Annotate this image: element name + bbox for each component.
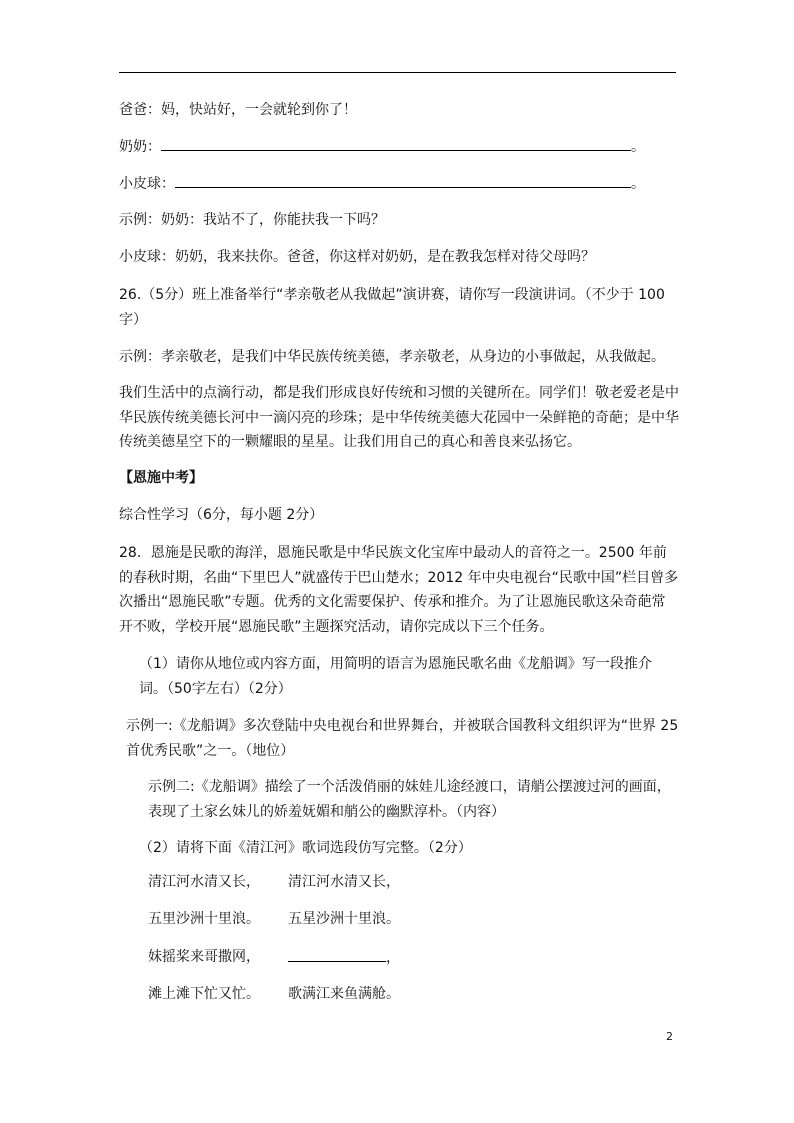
nainai-end: 。 — [631, 139, 645, 155]
song-left: 妹摇桨来哥撒网， — [148, 949, 260, 965]
xiaopiqiu-answer-blank[interactable] — [175, 171, 631, 188]
song-blank-line — [288, 947, 400, 968]
song-left: 滩上滩下忙又忙。 — [148, 986, 260, 1002]
q26-example: 示例：孝亲敬老，是我们中华民族传统美德，孝亲敬老，从身边的小事做起，从我做起。 — [119, 349, 665, 365]
nainai-answer-blank[interactable] — [161, 134, 631, 151]
page-number: 2 — [666, 1030, 673, 1043]
line-baba: 爸爸：妈，快站好，一会就轮到你了！ — [119, 102, 357, 118]
example-xiaopiqiu: 小皮球：奶奶，我来扶你。爸爸，你这样对奶奶，是在教我怎样对待父母吗？ — [119, 249, 595, 265]
line-xiaopiqiu — [119, 171, 679, 197]
example-two: 示例二:《龙船调》描绘了一个活泼俏丽的妹娃儿途经渡口，请艄公摆渡过河的画面，表现了土家幺妹儿的娇羞妩媚和艄公的幽默淳朴。（内容） — [148, 779, 671, 820]
question-28-2: （2）请将下面《清江河》歌词选段仿写完整。（2分） — [139, 840, 472, 856]
q26-paragraph: 我们生活中的点滴行动，都是我们形成良好传统和习惯的关键所在。同学们！敬老爱老是中华民族传统美德长河中一滴闪亮的珍珠；是中华传统美德大花园中一朵鲜艳的奇葩；是中华传统美德星空下的一颗耀眼的星星。让我们用自己的真心和善良来弘扬它。 — [119, 385, 679, 450]
xiaopiqiu-end: 。 — [631, 176, 645, 192]
song-left: 五里沙洲十里浪。 — [148, 911, 260, 927]
enshi-heading: 【恩施中考】 — [119, 470, 203, 486]
question-28: 28．恩施是民歌的海洋，恩施民歌是中华民族文化宝库中最动人的音符之一。2500 年前的春秋时期，名曲“下里巴人”就盛传于巴山楚水；2012 年中央电视台“民歌中国”栏目曾多次播出“恩施民歌”专题。优秀的文化需要保护、传承和推介。为了让恩施民歌这朵奇葩常开不败，学校开展“恩施民歌”主题探究活动，请你完成以下三个任务。 — [119, 545, 679, 635]
line-nainai — [119, 134, 679, 160]
question-26: 26.（5分）班上准备举行“孝亲敬老从我做起”演讲赛，请你写一段演讲词。（不少于 100字） — [119, 287, 665, 328]
song-right: 五星沙洲十里浪。 — [288, 911, 400, 927]
header-rule — [119, 72, 676, 73]
song-right: 清江河水清又长， — [288, 874, 400, 890]
question-28-1: （1）请你从地位或内容方面，用简明的语言为恩施民歌名曲《龙船调》写一段推介词。（50字左右）（2分） — [139, 656, 652, 697]
song-left: 清江河水清又长， — [148, 874, 260, 890]
song-answer-blank[interactable] — [288, 947, 386, 962]
nainai-label: 奶奶： — [119, 139, 161, 155]
song-right: 歌满江来鱼满舱。 — [288, 986, 400, 1002]
example-one: 示例一:《龙船调》多次登陆中央电视台和世界舞台，并被联合国教科文组织评为“世界 25首优秀民歌”之一。（地位） — [126, 718, 679, 759]
zonghe-heading: 综合性学习（6分，每小题 2分） — [119, 507, 324, 523]
song-right: ， — [386, 950, 400, 966]
xiaopiqiu-label: 小皮球： — [119, 176, 175, 192]
example-nainai: 示例：奶奶：我站不了，你能扶我一下吗？ — [119, 212, 385, 228]
